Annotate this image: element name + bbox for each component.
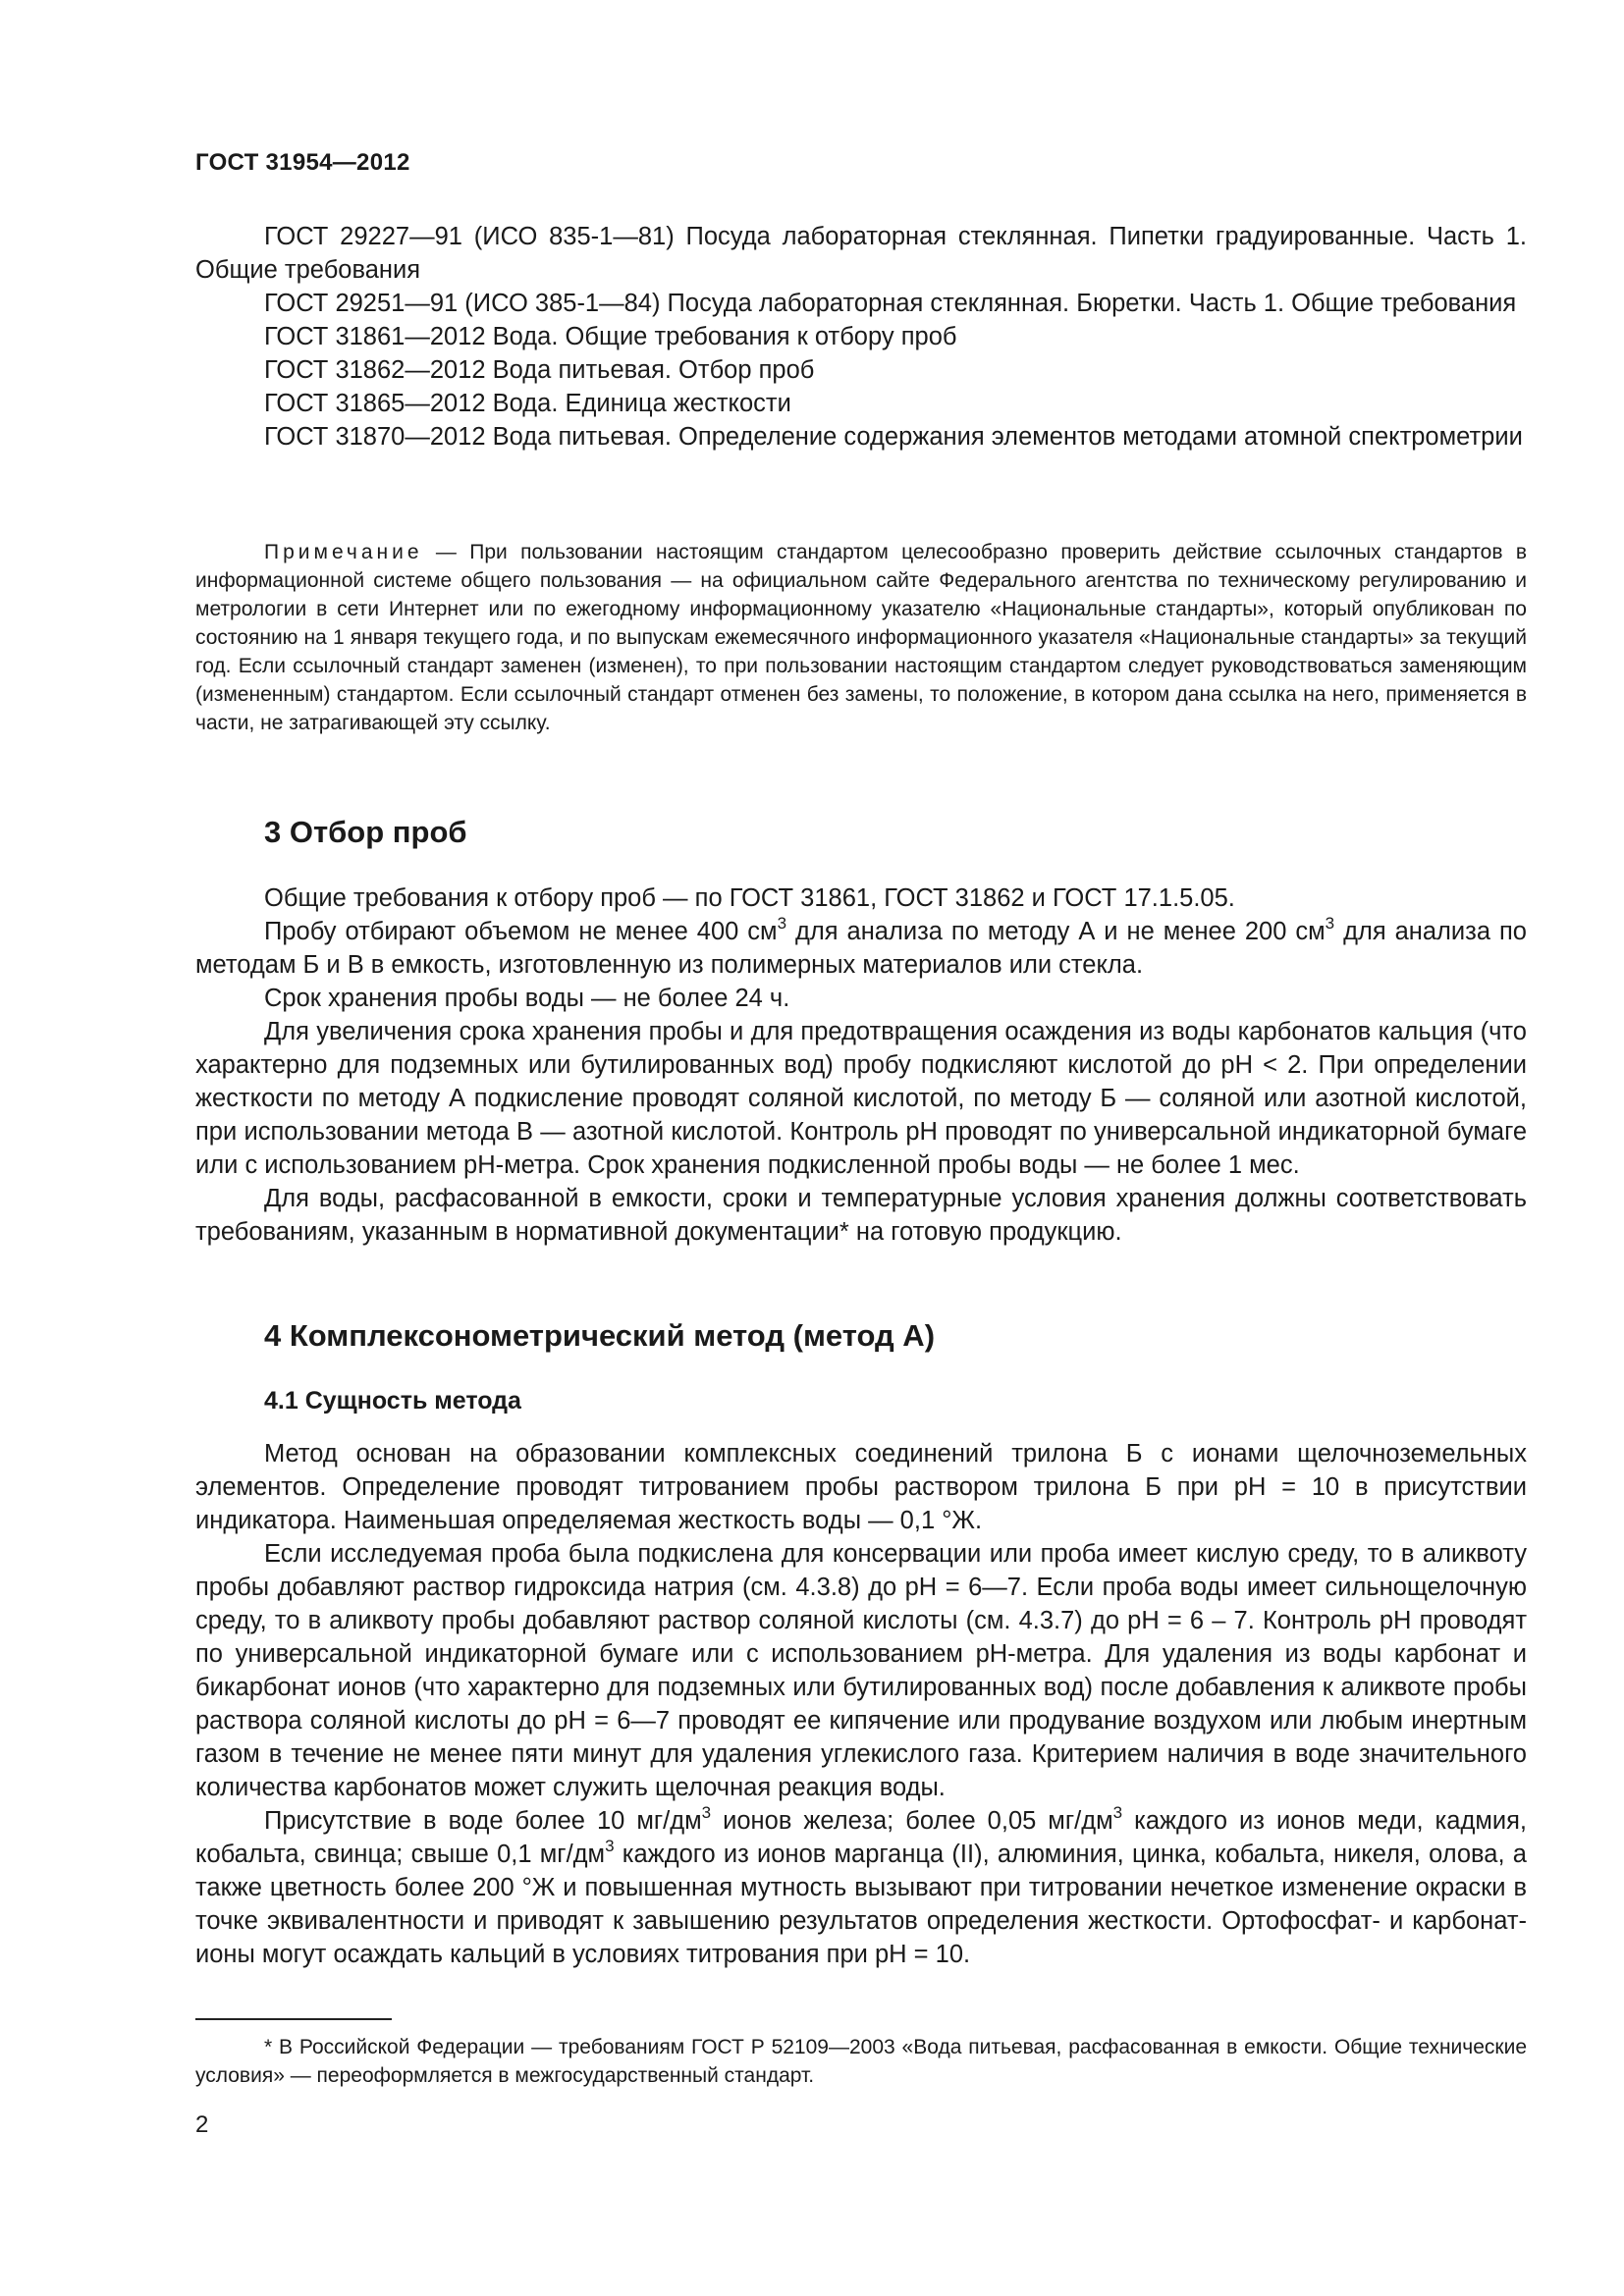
- note-label: Примечание: [264, 541, 423, 563]
- paragraph: Метод основан на образовании комплексных соединений трилона Б с ионами щелочноземельных элементов. Определение проводят титрованием пробы раствором трилона Б при рН = 10 в присутствии индикатора. Наименьшая определяемая жесткость воды — 0,1 °Ж.: [195, 1440, 1527, 1534]
- note-text: — При пользовании настоящим стандартом целесообразно проверить действие ссылочных стандартов в информационной системе общего пользования — на официальном сайте Федерального агентства по техническому регулированию и метрологии в сети Интернет или по ежегодному информационному указателю «Национальные стандарты», который опубликован по состоянию на 1 января текущего года, и по выпускам ежемесячного информационного указателя «Национальные стандарты» за текущий год. Если ссылочный стандарт заменен (изменен), то при пользовании настоящим стандартом следует руководствоваться заменяющим (измененным) стандартом. Если ссылочный стандарт отменен без замены, то положение, в котором дана ссылка на него, применяется в части, не затрагивающей эту ссылку.: [195, 541, 1527, 734]
- paragraph: Присутствие в воде более 10 $мг/дм^3$ ионов железа; более 0,05 $мг/дм^3$ каждого из ионов меди, кадмия, кобальта, свинца; свыше 0,1 $мг/дм^3$ каждого из ионов марганца (II), алюминия, цинка, кобальта, никеля, олова, а также цветность более 200 °Ж и повышенная мутность вызывают при титровании нечеткое изменение окраски в точке эквивалентности и приводят к завышению результатов определения жесткости. Ортофосфат- и карбонат-ионы могут осаждать кальций в условиях титрования при рН = 10.: [195, 1802, 1527, 1968]
- page-number: 2: [195, 2111, 209, 2138]
- paragraph: Пробу отбирают объемом не менее 400 $см^3$ для анализа по методу А и не менее 200 $см^3$ для анализа по методам Б и В в емкость, изготовленную из полимерных материалов или стекла.: [195, 913, 1527, 979]
- section-3-body: [195, 881, 1527, 1249]
- section-3-heading: 3 Отбор проб: [264, 815, 467, 849]
- reference-item: ГОСТ 31865—2012 Вода. Единица жесткости: [264, 390, 791, 417]
- section-4-heading: 4 Комплексонометрический метод (метод А): [264, 1318, 936, 1353]
- document-header: ГОСТ 31954—2012: [195, 149, 410, 176]
- paragraph: Общие требования к отбору проб — по ГОСТ 31861, ГОСТ 31862 и ГОСТ 17.1.5.05.: [264, 884, 1235, 912]
- paragraph: Если исследуемая проба была подкислена для консервации или проба имеет кислую среду, то в аликвоту пробы добавляют раствор гидроксида натрия (см. 4.3.8) до рН = 6—7. Если проба воды имеет сильнощелочную среду, то в аликвоту пробы добавляют раствор соляной кислоты (см. 4.3.7) до рН = 6 – 7. Контроль рН проводят по универсальной индикаторной бумаге или с использованием рН-метра. Для удаления из воды карбонат и бикарбонат ионов (что характерно для подземных или бутилированных вод) после добавления к аликвоте пробы раствора соляной кислоты до рН = 6—7 проводят ее кипячение или продувание воздухом или любым инертным газом в течение не менее пяти минут для удаления углекислого газа. Критерием наличия в воде значительного количества карбонатов может служить щелочная реакция воды.: [195, 1540, 1527, 1801]
- footnote-rule: [195, 2018, 392, 2020]
- references-list: [195, 220, 1527, 454]
- section-4-body: [195, 1437, 1527, 1971]
- subsection-4-1-heading: 4.1 Сущность метода: [264, 1387, 521, 1415]
- reference-item: ГОСТ 31861—2012 Вода. Общие требования к отбору проб: [264, 323, 957, 350]
- paragraph: Для воды, расфасованной в емкости, сроки и температурные условия хранения должны соответствовать требованиям, указанным в нормативной документации* на готовую продукцию.: [195, 1185, 1527, 1246]
- note-block: [195, 538, 1527, 737]
- reference-item: ГОСТ 31870—2012 Вода питьевая. Определение содержания элементов методами атомной спектрометрии: [264, 423, 1523, 451]
- reference-item: ГОСТ 31862—2012 Вода питьевая. Отбор проб: [264, 356, 815, 384]
- footnote: * В Российской Федерации — требованиям ГОСТ Р 52109—2003 «Вода питьевая, расфасованная в емкости. Общие технические условия» — переоформляется в межгосударственный стандарт.: [195, 2036, 1527, 2087]
- paragraph: Срок хранения пробы воды — не более 24 ч.: [264, 985, 790, 1012]
- reference-item: ГОСТ 29251—91 (ИСО 385-1—84) Посуда лабораторная стеклянная. Бюретки. Часть 1. Общие требования: [264, 290, 1517, 317]
- paragraph: Для увеличения срока хранения пробы и для предотвращения осаждения из воды карбонатов кальция (что характерно для подземных или бутилированных вод) пробу подкисляют кислотой до рН < 2. При определении жесткости по методу А подкисление проводят соляной кислотой, по методу Б — соляной или азотной кислотой, при использовании метода В — азотной кислотой. Контроль рН проводят по универсальной индикаторной бумаге или с использованием рН-метра. Срок хранения подкисленной пробы воды — не более 1 мес.: [195, 1018, 1527, 1179]
- reference-item: ГОСТ 29227—91 (ИСО 835-1—81) Посуда лабораторная стеклянная. Пипетки градуированные. Часть 1. Общие требования: [195, 223, 1527, 284]
